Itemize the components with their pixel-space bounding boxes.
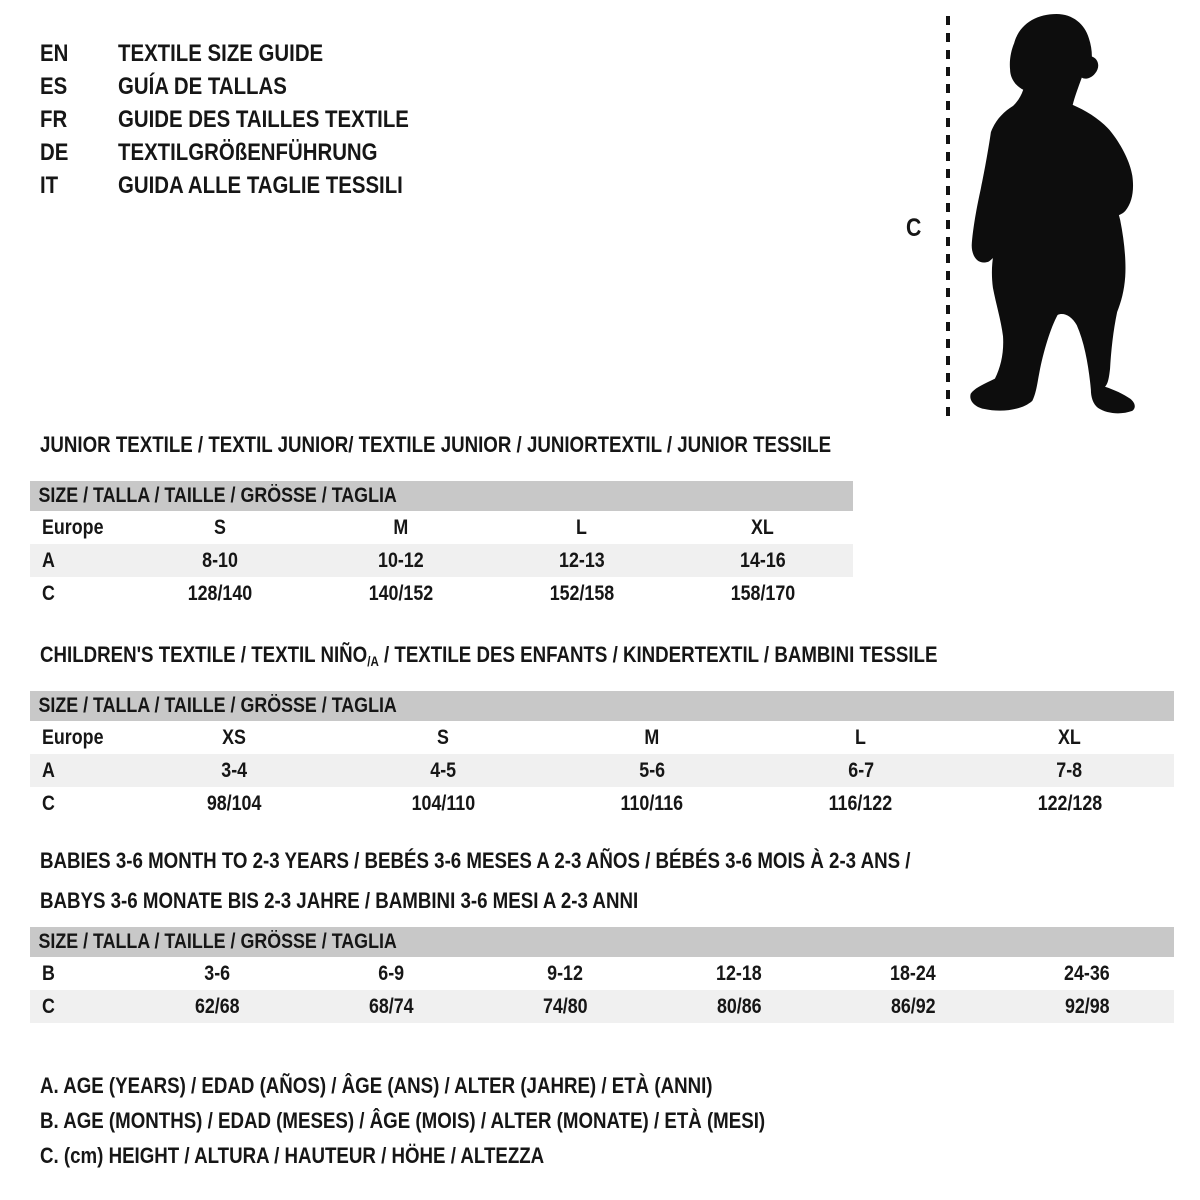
row-label: A [42,548,55,572]
babies-months-row [30,957,1174,990]
table-cell: 18-24 [890,961,936,985]
table-cell: 68/74 [368,994,414,1018]
size-col-header: M [393,515,409,539]
language-title: TEXTILGRÖßENFÜHRUNG [118,138,378,166]
babies-section-title-line2 [40,888,744,914]
toddler-silhouette-icon [962,12,1142,418]
row-label: A [42,758,55,782]
size-col-header: L [855,725,867,749]
table-cell: 80/86 [716,994,762,1018]
language-code: IT [40,171,59,199]
legend-text-a: A. AGE (YEARS) / EDAD (AÑOS) / ÂGE (ANS) / ALTER (JAHRE) / ETÀ (ANNI) [40,1073,713,1098]
table-cell: 86/92 [890,994,936,1018]
table-cell: 116/122 [829,791,893,815]
language-code: FR [40,105,68,133]
height-dashed-line [946,16,950,416]
language-title: GUIDA ALLE TAGLIE TESSILI [118,171,403,199]
row-label: C [42,791,55,815]
table-cell: 104/110 [411,791,475,815]
children-title-text [40,642,937,675]
legend-line-c [40,1143,633,1169]
table-cell: 5-6 [639,758,665,782]
table-cell: 3-6 [204,961,230,985]
row-label: C [42,994,55,1018]
size-col-header: XS [222,725,247,749]
babies-section-title-line1 [40,848,1064,874]
babies-title-text-line2: BABYS 3-6 MONATE BIS 2-3 JAHRE / BAMBINI 3-6 MESI A 2-3 ANNI [40,888,639,913]
size-header-label: SIZE / TALLA / TAILLE / GRÖSSE / TAGLIA [38,930,397,953]
size-col-header: L [576,515,588,539]
legend-line-a [40,1073,831,1099]
babies-title-text-line1: BABIES 3-6 MONTH TO 2-3 YEARS / BEBÉS 3-6 MESES A 2-3 AÑOS / BÉBÉS 3-6 MOIS À 2-3 ANS / [40,848,911,873]
table-cell: 6-7 [847,758,874,782]
babies-height-row [30,990,1174,1023]
table-cell: 14-16 [739,548,786,572]
children-size-table [30,691,1174,820]
language-row [40,37,460,70]
junior-section-title [40,432,971,458]
children-region-row [30,721,1174,754]
table-cell: 74/80 [542,994,588,1018]
junior-age-row [30,544,853,577]
size-col-header: S [437,725,450,749]
height-measure-label: C [906,214,922,242]
size-col-header: XL [751,515,775,539]
table-cell: 122/128 [1037,791,1102,815]
table-cell: 4-5 [430,758,457,782]
table-cell: 98/104 [207,791,262,815]
table-cell: 110/116 [620,791,684,815]
table-cell: 24-36 [1064,961,1110,985]
table-cell: 62/68 [194,994,240,1018]
table-cell: 9-12 [547,961,583,985]
table-cell: 12-18 [716,961,762,985]
junior-size-header-bar [30,481,853,511]
children-section-title [40,642,1096,675]
table-cell: 3-4 [221,758,248,782]
junior-height-row [30,577,853,610]
table-cell: 128/140 [188,581,253,605]
language-row [40,103,460,136]
junior-region-row [30,511,853,544]
babies-size-table [30,927,1174,1023]
size-col-header: XL [1058,725,1081,749]
babies-size-header-bar [30,927,1174,957]
size-header-label: SIZE / TALLA / TAILLE / GRÖSSE / TAGLIA [38,484,397,507]
row-label: Europe [42,725,104,749]
table-cell: 7-8 [1056,758,1083,782]
children-height-row [30,787,1174,820]
legend-text-c: C. (cm) HEIGHT / ALTURA / HAUTEUR / HÖHE / ALTEZZA [40,1143,545,1168]
table-cell: 12-13 [559,548,605,572]
row-label: B [42,961,55,985]
children-size-header-bar [30,691,1174,721]
table-cell: 10-12 [378,548,424,572]
language-title: GUIDE DES TAILLES TEXTILE [118,105,409,133]
language-row [40,70,460,103]
language-title: TEXTILE SIZE GUIDE [118,39,324,67]
children-title-sub: /A [367,653,379,669]
table-cell: 92/98 [1064,994,1110,1018]
table-cell: 152/158 [549,581,615,605]
table-cell: 158/170 [730,581,795,605]
children-title-main: CHILDREN'S TEXTILE / TEXTIL NIÑO [40,642,368,667]
row-label: Europe [42,515,104,539]
legend-line-b [40,1108,893,1134]
junior-title-text: JUNIOR TEXTILE / TEXTIL JUNIOR/ TEXTILE JUNIOR / JUNIORTEXTIL / JUNIOR TESSILE [40,432,832,457]
language-code: DE [40,138,69,166]
legend-text-b: B. AGE (MONTHS) / EDAD (MESES) / ÂGE (MOIS) / ALTER (MONATE) / ETÀ (MESI) [40,1108,766,1133]
table-cell: 8-10 [202,548,239,572]
row-label: C [42,581,55,605]
children-title-rest: / TEXTILE DES ENFANTS / KINDERTEXTIL / BAMBINI TESSILE [378,642,938,667]
language-code: ES [40,72,68,100]
children-age-row [30,754,1174,787]
table-cell: 140/152 [368,581,434,605]
language-code: EN [40,39,69,67]
language-row [40,169,460,202]
language-title: GUÍA DE TALLAS [118,72,287,100]
language-row [40,136,460,169]
size-col-header: S [214,515,227,539]
size-col-header: M [644,725,660,749]
table-cell: 6-9 [378,961,404,985]
junior-size-table [30,481,853,610]
language-title-list [40,37,460,202]
size-header-label: SIZE / TALLA / TAILLE / GRÖSSE / TAGLIA [38,694,397,717]
